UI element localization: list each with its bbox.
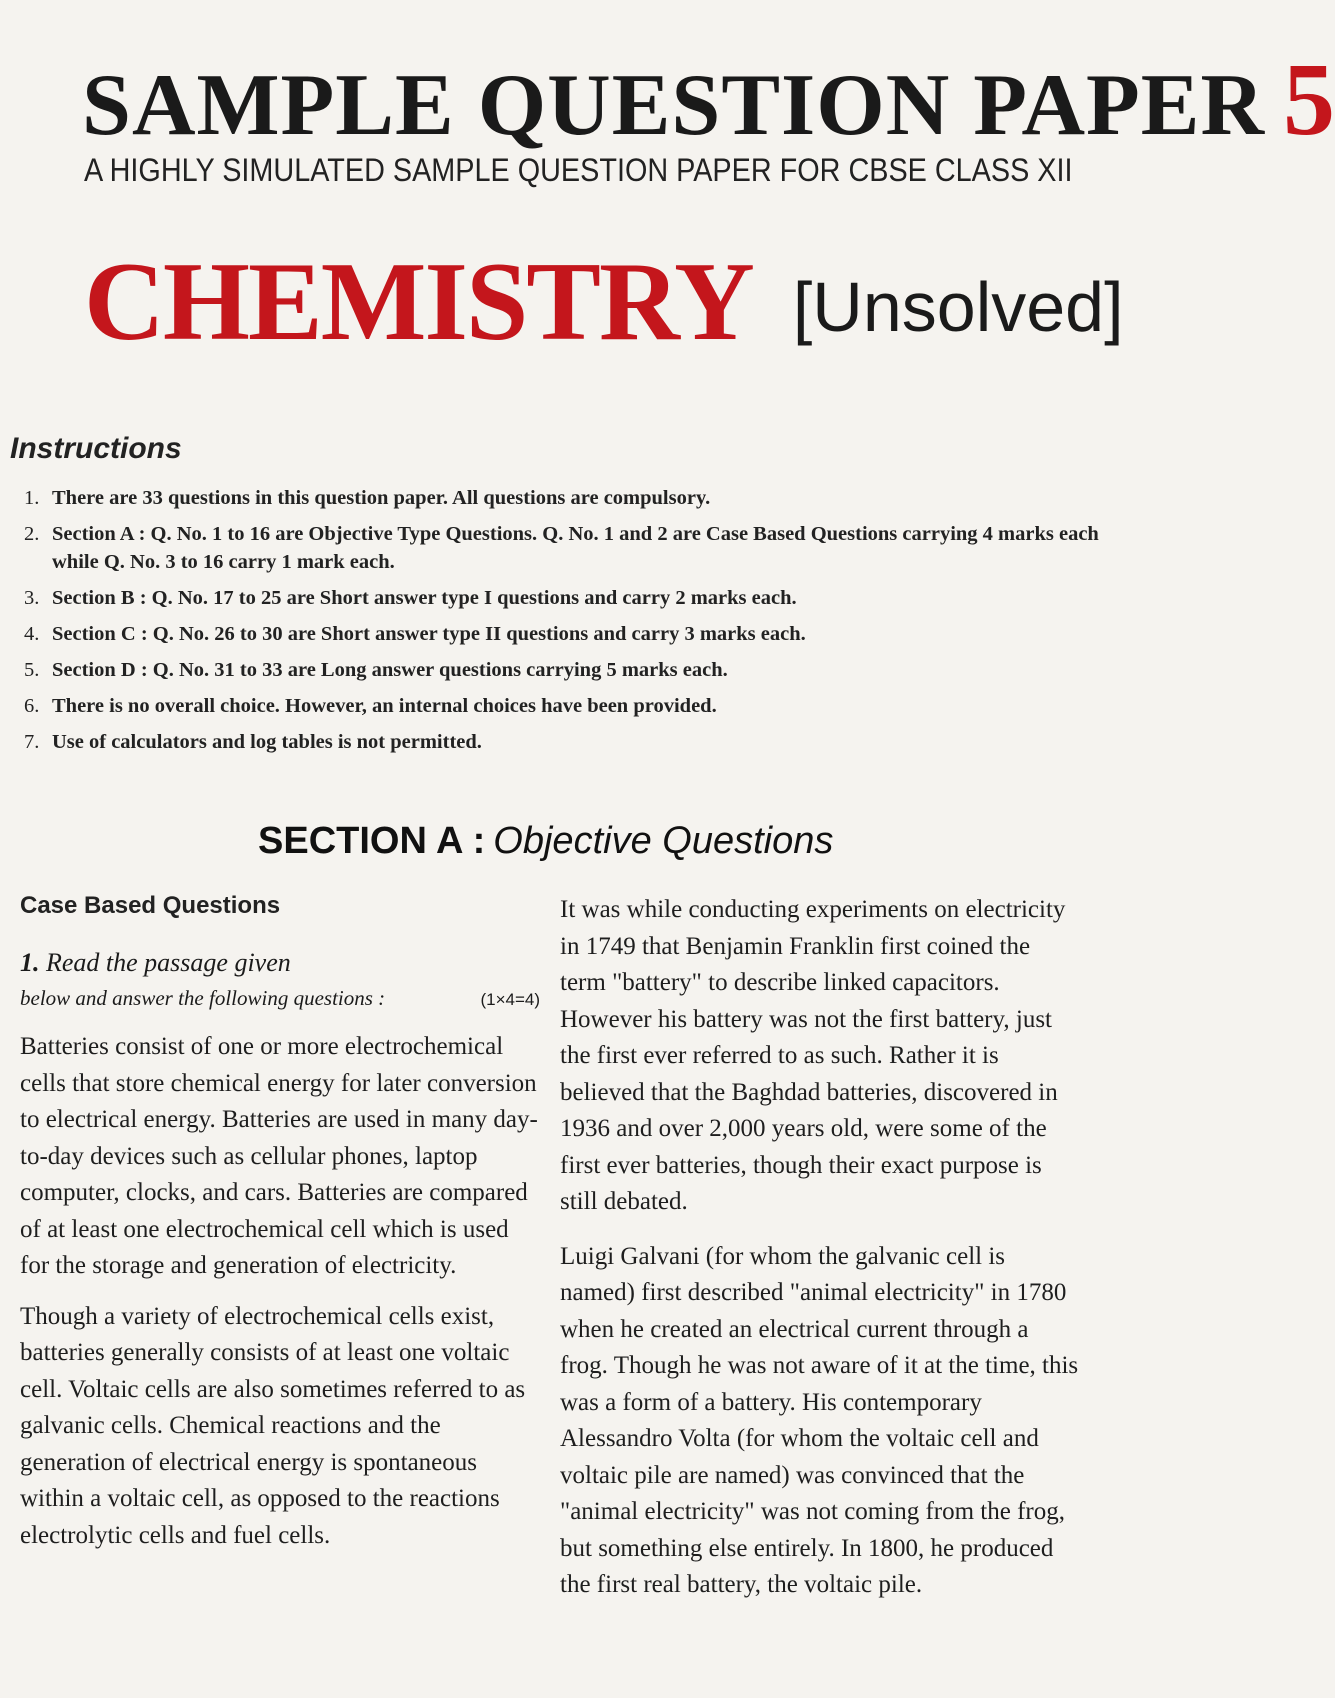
case-based-heading: Case Based Questions — [20, 892, 281, 919]
paper-subtitle: A HIGHLY SIMULATED SAMPLE QUESTION PAPER FOR CBSE CLASS XII — [84, 152, 1073, 188]
instruction-number: 4. — [24, 623, 40, 645]
instruction-label: Section B : — [52, 587, 147, 609]
question-1-number: 1. — [20, 948, 40, 977]
instruction-number: 7. — [24, 731, 40, 753]
instruction-number: 1. — [24, 487, 40, 509]
instruction-item — [24, 484, 1104, 512]
instruction-text: Q. No. 17 to 25 are Short answer type I questions and carry 2 marks each. — [146, 587, 797, 609]
passage-paragraph: It was while conducting experiments on electricity in 1749 that Benjamin Franklin first coined the term "battery" to describe linked capacitors. However his battery was not the first battery, just the first ever referred to as such. Rather it is believed that the Baghdad batteries, discovered in 1936 and over 2,000 years old, were some of the first ever batteries, though their exact purpose is still debated. — [560, 896, 1066, 1215]
instruction-label: Section C : — [52, 623, 148, 645]
passage-paragraph: Though a variety of electrochemical cells exist, batteries generally consists of at least one voltaic cell. Voltaic cells are also sometimes referred to as galvanic cells. Chemical reactions and the generation of electrical energy is spontaneous within a voltaic cell, as opposed to the reactions electrolytic cells and fuel cells. — [20, 1302, 526, 1549]
subject-title: CHEMISTRY — [84, 240, 753, 364]
instruction-label: Section D : — [52, 659, 148, 681]
instruction-number: 6. — [24, 695, 40, 717]
subject-row — [84, 238, 1124, 367]
question-1-instruction-text: below and answer the following questions : — [20, 986, 386, 1010]
instruction-item — [24, 692, 1104, 720]
passage-paragraph: Luigi Galvani (for whom the galvanic cell is named) first described "animal electricity" in 1780 when he created an electrical current through a frog. Though he was not aware of it at the time, this was a form of a battery. His contemporary Alessandro Volta (for whom the voltaic cell and voltaic pile are named) was convinced that the "animal electricity" was not coming from the frog, but something else entirely. In 1800, he produced the first real battery, the voltaic pile. — [560, 1242, 1079, 1598]
instruction-number: 5. — [24, 659, 40, 681]
section-a-heading — [258, 820, 833, 863]
question-1-prompt-text: Read the passage given — [39, 948, 291, 977]
unsolved-tag: [Unsolved] — [792, 268, 1124, 346]
question-1-instruction — [20, 986, 540, 1011]
paper-number: 5 — [1283, 42, 1335, 157]
instructions-heading: Instructions — [10, 432, 182, 465]
paper-title: SAMPLE QUESTION PAPER — [82, 57, 1266, 154]
left-column — [20, 892, 540, 1568]
instruction-text: There is no overall choice. However, an internal choices have been provided. — [52, 695, 717, 717]
instructions-list — [24, 484, 1104, 764]
instruction-item — [24, 620, 1104, 648]
instruction-text: Q. No. 1 to 16 are Objective Type Questions. Q. No. 1 and 2 are Case Based Questions carrying 4 marks each while Q. No. 3 to 16 carry 1 mark each. — [52, 523, 1099, 573]
question-1-prompt — [20, 948, 540, 978]
passage-paragraph: Batteries consist of one or more electrochemical cells that store chemical energy for later conversion to electrical energy. Batteries are used in many day-to-day devices such as cellular phones, laptop computer, clocks, and cars. Batteries are compared of at least one electrochemical cell which is used for the storage and generation of electricity. — [20, 1033, 538, 1279]
instruction-number: 3. — [24, 587, 40, 609]
instruction-item — [24, 584, 1104, 612]
instruction-item — [24, 520, 1104, 576]
instruction-text: Q. No. 26 to 30 are Short answer type II questions and carry 3 marks each. — [147, 623, 806, 645]
instruction-item — [24, 656, 1104, 684]
instruction-text: Q. No. 31 to 33 are Long answer questions carrying 5 marks each. — [147, 659, 728, 681]
instruction-number: 2. — [24, 523, 40, 545]
instruction-item — [24, 728, 1104, 756]
section-a-subtitle: Objective Questions — [493, 820, 834, 862]
right-column — [560, 892, 1080, 1622]
section-a-label: SECTION A : — [258, 820, 486, 862]
title-row — [82, 40, 1335, 159]
instruction-text: Use of calculators and log tables is not permitted. — [52, 731, 482, 753]
instruction-text: There are 33 questions in this question paper. All questions are compulsory. — [52, 487, 711, 509]
question-1-marks: (1×4=4) — [480, 990, 540, 1009]
instruction-label: Section A : — [52, 523, 146, 545]
